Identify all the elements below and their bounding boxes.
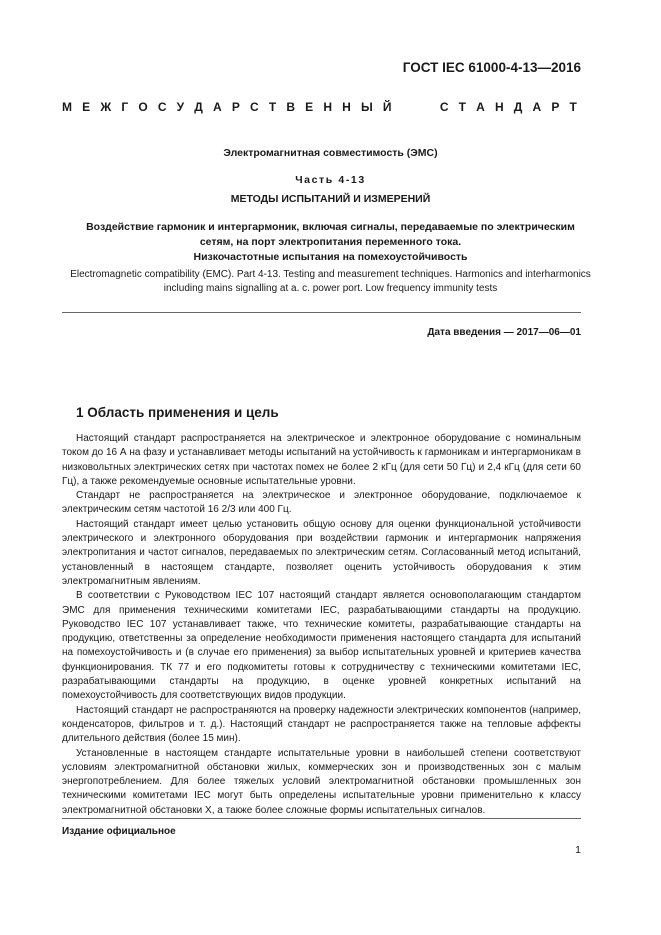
heading-letter: Е [82, 100, 91, 114]
heading-letter: Й [382, 100, 392, 114]
heading-letter: М [62, 100, 72, 114]
heading-letter: Н [494, 100, 504, 114]
heading-letter: Г [121, 100, 129, 114]
heading-word-gap [402, 100, 430, 114]
heading-letter: Е [305, 100, 314, 114]
paragraph: Настоящий стандарт не распространяются на проверку надежности электрических компонентов (например, конденсаторов, фильтров и т. д.). Настоящий стандарт не распространяется также на тепловые аффекты длительного действия (более 15 мин). [62, 704, 581, 745]
paragraph: Настоящий стандарт распространяется на электрическое и электронное оборудование с номинальным током до 16 А на фазу и устанавливает методы испытаний на устойчивость к гармоникам и интергармоникам в низковольтных электрических сетях при частотах помех не более 2 кГц (для сети 50 Гц) и 2,4 кГц (для сети 60 Гц), а также рекомендуемые основные испытательные уровни. [62, 433, 581, 487]
heading-letter: Д [194, 100, 203, 114]
document-code: ГОСТ IEC 61000-4-13—2016 [402, 60, 581, 75]
heading-letter: Ж [100, 100, 112, 114]
footer-divider [62, 818, 581, 819]
section-title: 1 Область применения и цель [76, 405, 279, 420]
english-title-line-2: including mains signalling at a. c. power port. Low frequency immunity tests [163, 283, 498, 294]
heading-letter: Р [551, 100, 560, 114]
heading-letter: А [476, 100, 485, 114]
heading-letter: А [532, 100, 542, 114]
subtitle-line-3: Низкочастотные испытания на помехоустойчивость [193, 251, 468, 263]
interstate-standard-heading [62, 100, 577, 114]
divider [62, 312, 581, 313]
page-number: 1 [575, 844, 581, 856]
heading-letter: О [138, 100, 148, 114]
heading-letter: С [157, 100, 167, 114]
subtitle-line-1: Воздействие гармоник и интергармоник, включая сигналы, передаваемые по электрическим [86, 221, 575, 233]
heading-letter: Т [458, 100, 466, 114]
heading-letter: Р [231, 100, 240, 114]
title-part: Часть 4-13 [295, 174, 366, 186]
heading-letter: Т [268, 100, 277, 114]
english-title [62, 268, 599, 296]
title-methods: МЕТОДЫ ИСПЫТАНИЙ И ИЗМЕРЕНИЙ [230, 193, 431, 205]
heading-letter: Ы [360, 100, 373, 114]
heading-letter: Н [323, 100, 332, 114]
heading-letter: С [249, 100, 259, 114]
heading-letter: Д [513, 100, 523, 114]
heading-letter: Н [342, 100, 351, 114]
heading-letter: Т [569, 100, 577, 114]
official-edition: Издание официальное [62, 826, 176, 837]
heading-letter: А [212, 100, 222, 114]
title-subtitle [62, 220, 599, 265]
heading-letter: С [439, 100, 449, 114]
title-line-emc: Электромагнитная совместимость (ЭМС) [223, 147, 438, 159]
paragraph: Стандарт не распространяется на электрическое и электронное оборудование, подключаемое к электрическим сетям частотой 16 2/3 или 400 Гц. [62, 490, 581, 516]
heading-letter: У [176, 100, 185, 114]
subtitle-line-2: сетям, на порт электропитания переменного тока. [199, 236, 462, 248]
paragraph: Настоящий стандарт имеет целью установить общую основу для оценки функциональной устойчивости электрического и электронного оборудования при воздействии гармоник и интергармоник напряжения электропитания и частот сигналов, передаваемых по электрическим сетям. Согласованный метод испытаний, установленный в настоящем стандарте, позволяет оценить устойчивость оборудования к этим электромагнитным явлениям. [62, 518, 581, 587]
section-body [62, 432, 581, 818]
english-title-line-1: Electromagnetic compatibility (EMC). Part 4-13. Testing and measurement techniques. Harmonics and interharmonics [70, 269, 591, 280]
paragraph: Установленные в настоящем стандарте испытательные уровни в наибольшей степени соответствуют условиям электромагнитной обстановки жилых, коммерческих зон и производственных зон с малым энергопотреблением. Для более тяжелых условий электромагнитной обстановки промышленных зон техническими комитетами IEC могут быть определены испытательные уровни применительно к классу электромагнитной обстановки X, а также более сложные формы испытательных сигналов. [62, 747, 581, 816]
heading-letter: В [286, 100, 295, 114]
paragraph: В соответствии с Руководством IEC 107 настоящий стандарт является основополагающим стандартом ЭМС для применения техническими комитетами IEC, разрабатывающими стандарты на продукцию. Руководство IEC 107 устанавливает также, что технические комитеты, разрабатывающие стандарты на продукцию, ответственны за определение необходимости применения настоящего стандарта для испытаний на помехоустойчивость и (в случае его применения) за выбор испытательных уровней и критериев качества функционирования. ТК 77 и его подкомитеты готовы к сотрудничеству с техническими комитетами IEC, разрабатывающими стандарты на продукцию, в оценке уровней конкретных испытаний на помехоустойчивость для соответствующих видов продукции. [62, 590, 581, 702]
introduction-date: Дата введения — 2017—06—01 [427, 327, 581, 338]
